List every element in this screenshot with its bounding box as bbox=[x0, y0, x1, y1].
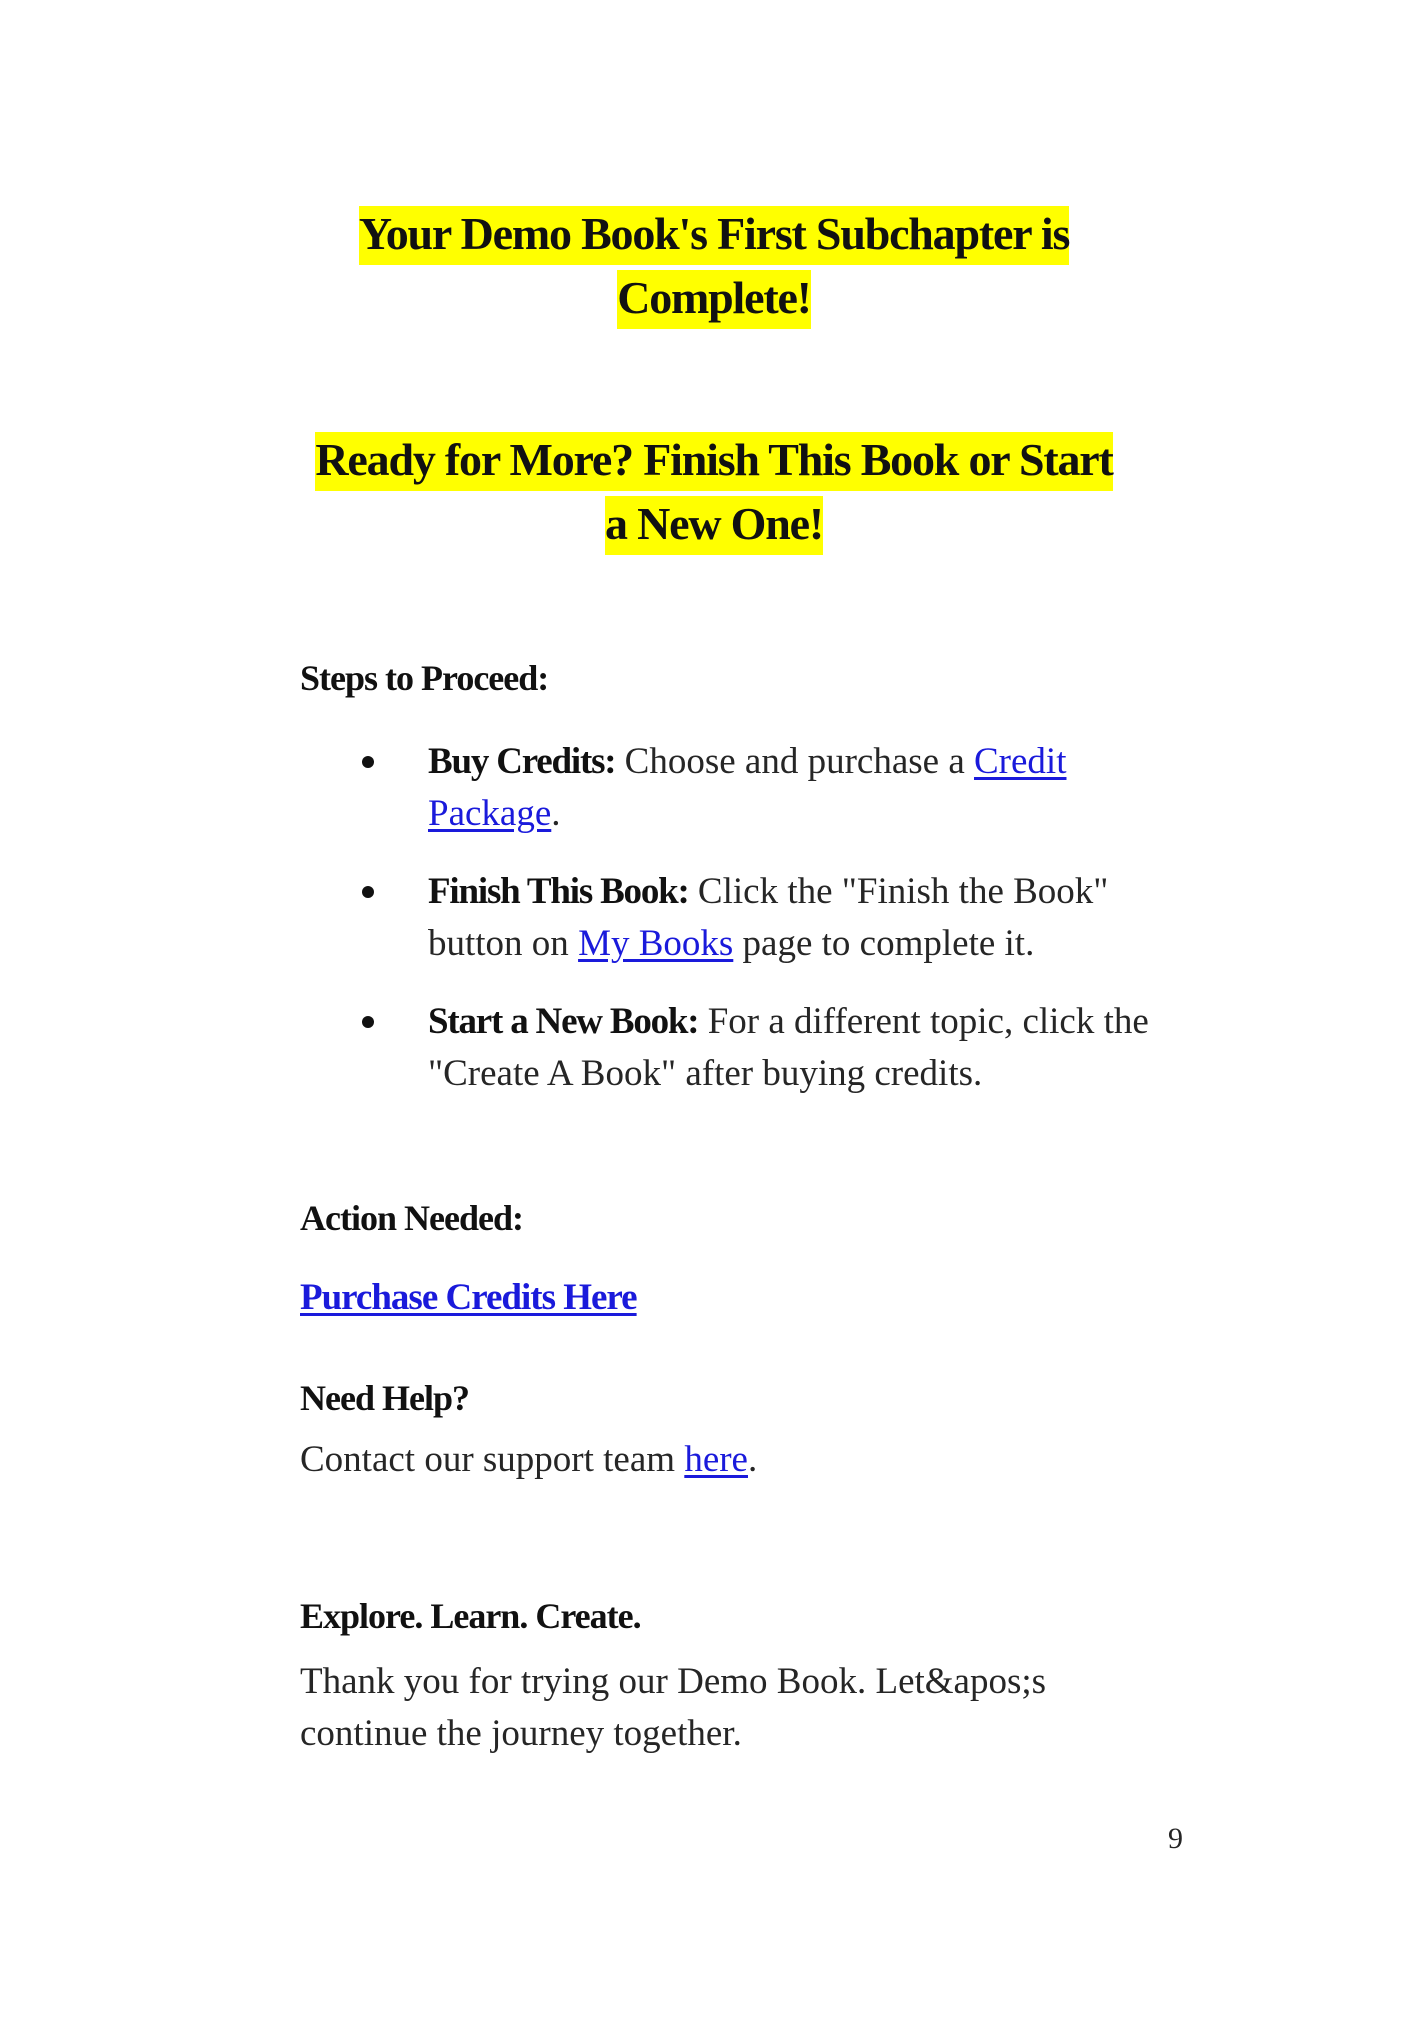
my-books-link[interactable]: My Books bbox=[578, 923, 734, 964]
completion-heading-line-1: Your Demo Book's First Subchapter is bbox=[359, 206, 1069, 265]
purchase-credits-link[interactable]: Purchase Credits Here bbox=[300, 1277, 637, 1318]
help-title: Need Help? bbox=[300, 1378, 469, 1418]
bullet-icon bbox=[362, 756, 374, 768]
completion-heading-line-2: Complete! bbox=[617, 270, 811, 329]
list-item-finish-book bbox=[360, 866, 1180, 970]
step-text: Click the "Finish the Book" button on bbox=[428, 871, 1109, 964]
support-text-end: . bbox=[747, 1439, 758, 1480]
step-text: Choose and purchase a bbox=[615, 741, 974, 782]
bullet-icon bbox=[362, 886, 374, 898]
steps-title: Steps to Proceed: bbox=[300, 658, 549, 698]
support-text: Contact our support team bbox=[300, 1439, 685, 1480]
explore-title: Explore. Learn. Create. bbox=[300, 1596, 641, 1636]
page-number: 9 bbox=[1168, 1822, 1183, 1855]
step-label: Start a New Book: bbox=[428, 1001, 699, 1042]
ready-heading bbox=[240, 428, 1188, 556]
steps-list bbox=[360, 736, 1180, 1126]
bullet-icon bbox=[362, 1016, 374, 1028]
list-item-new-book bbox=[360, 996, 1180, 1100]
ready-heading-line-1: Ready for More? Finish This Book or Start bbox=[315, 432, 1112, 491]
step-text-end: page to complete it. bbox=[733, 923, 1035, 964]
action-title: Action Needed: bbox=[300, 1198, 523, 1238]
credit-package-link[interactable]: Credit Package bbox=[428, 741, 1067, 834]
step-text-end: . bbox=[551, 793, 561, 834]
list-item-buy-credits bbox=[360, 736, 1180, 840]
support-paragraph bbox=[300, 1434, 1160, 1486]
step-label: Finish This Book: bbox=[428, 871, 689, 912]
thanks-paragraph: Thank you for trying our Demo Book. Let&apos;s continue the journey together. bbox=[300, 1661, 1047, 1754]
support-here-link[interactable]: here bbox=[684, 1439, 748, 1480]
step-text: For a different topic, click the "Create A Book" after buying credits. bbox=[428, 1001, 1149, 1094]
step-label: Buy Credits: bbox=[428, 741, 616, 782]
purchase-credits-wrap bbox=[300, 1272, 637, 1324]
completion-heading bbox=[240, 202, 1188, 330]
ready-heading-line-2: a New One! bbox=[605, 496, 823, 555]
